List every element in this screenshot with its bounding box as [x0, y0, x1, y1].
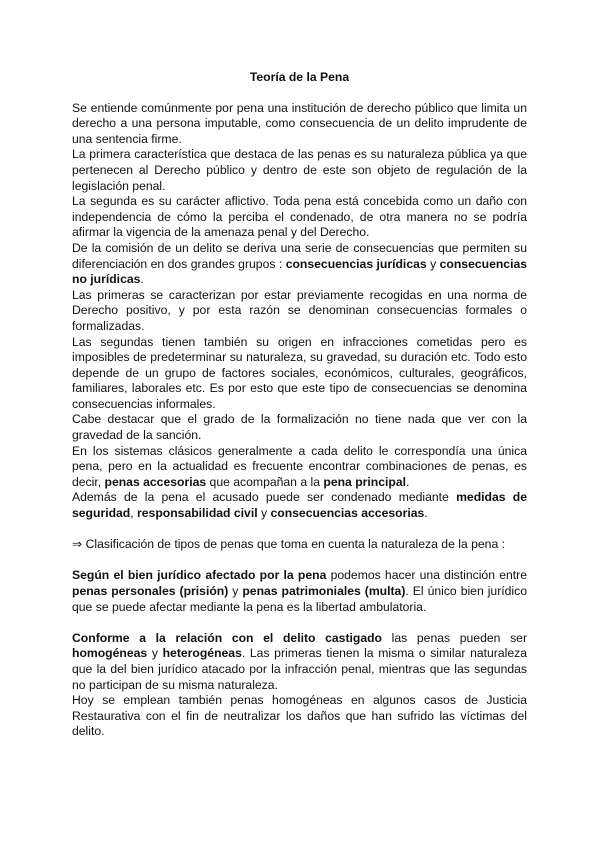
paragraph-second-characteristic: La segunda es su carácter aflictivo. Toda pena está concebida como un daño con independencia de cómo la perciba el condenado, de otra manera no se podría afirmar la vigencia de la amenaza penal y del Derecho. [72, 194, 527, 240]
paragraph-informal-consequences: Las segundas tienen también su origen en infracciones cometidas pero es imposibles de predeterminar su naturaleza, su gravedad, su duración etc. Todo esto depende de un grupo de factores sociales, económicos, culturales, geográficos, familiares, laborales etc. Es por esto que este tipo de consecuencias se denomina consecuencias informales. [72, 334, 527, 411]
document-title: Teoría de la Pena [249, 70, 350, 84]
paragraph-restorative-justice: Hoy se emplean también penas homogéneas en algunos casos de Justicia Restaurativa con el fin de neutralizar los daños que han sufrido las víctimas del delito. [72, 693, 527, 739]
paragraph-consequences: De la comisión de un delito se deriva una serie de consecuencias que permiten su diferenciación en dos grandes grupos : consecuencias jurídicas y consecuencias no jurídicas. [72, 240, 528, 287]
classification-heading: ⇒ Clasificación de tipos de penas que toma en cuenta la naturaleza de la pena : [72, 537, 505, 552]
paragraph-formal-consequences: Las primeras se caracterizan por estar previamente recogidas en una norma de Derecho positivo, y por esta razón se denominan consecuencias formales o formalizadas. [72, 287, 527, 333]
paragraph-legal-good: Según el bien jurídico afectado por la pena podemos hacer una distinción entre penas personales (prisión) y penas patrimoniales (multa). El único bien jurídico que se puede afectar mediante la pena es la libertad ambulatoria. [72, 568, 527, 614]
spacer [72, 553, 527, 569]
paragraph-definition: Se entiende comúnmente por pena una institución de derecho público que limita un derecho a una persona imputable, como consecuencia de un delito imprudente de una sentencia firme. [72, 100, 527, 146]
paragraph-combined-penalties: En los sistemas clásicos generalmente a cada delito le correspondía una única pena, pero en la actualidad es frecuente encontrar combinaciones de penas, es decir, penas accesorias que acompañan a la pena principal. [72, 443, 527, 489]
paragraph-formalization-note: Cabe destacar que el grado de la formalización no tiene nada que ver con la gravedad de la sanción. [72, 412, 527, 443]
paragraph-first-characteristic: La primera característica que destaca de las penas es su naturaleza pública ya que pertenecen al Derecho público y dentro de este son objeto de regulación de la legislación penal. [72, 147, 527, 193]
spacer [72, 522, 527, 538]
paragraph-additional-measures: Además de la pena el acusado puede ser condenado mediante medidas de seguridad, responsabilidad civil y consecuencias accesorias. [72, 490, 527, 521]
document-page [72, 70, 527, 740]
spacer [72, 615, 527, 631]
paragraph-relation-crime: Conforme a la relación con el delito castigado las penas pueden ser homogéneas y heterogéneas. Las primeras tienen la misma o similar naturaleza que la del bien jurídico atacado por la infracción penal, mientras que las segundas no participan de su misma naturaleza. [72, 630, 528, 692]
